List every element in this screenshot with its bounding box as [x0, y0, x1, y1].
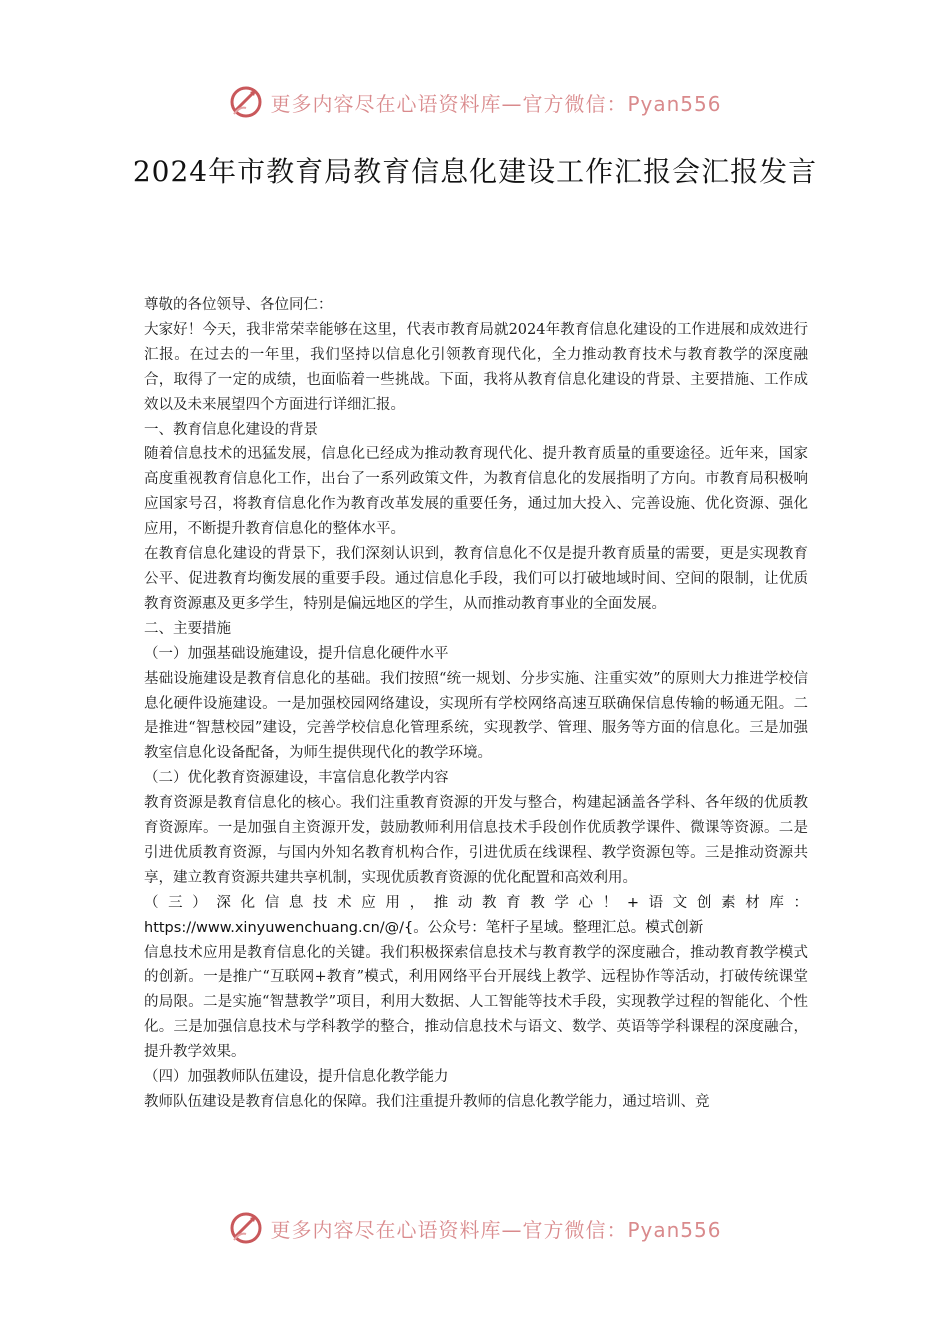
body-paragraph: 教师队伍建设是教育信息化的保障。我们注重提升教师的信息化教学能力，通过培训、竞 — [144, 1094, 710, 1110]
salutation: 尊敬的各位领导、各位同仁： — [144, 297, 333, 313]
pen-swirl-logo-icon — [228, 84, 264, 120]
footer-banner — [0, 1208, 950, 1248]
section-heading: 一、教育信息化建设的背景 — [144, 421, 318, 438]
subsection-heading: （一）加强基础设施建设，提升信息化硬件水平 — [144, 645, 449, 662]
intro-paragraph: 大家好！今天，我非常荣幸能够在这里，代表市教育局就2024年教育信息化建设的工作进展和成效进行汇报。在过去的一年里，我们坚持以信息化引领教育现代化，全力推动教育技术与教育教学的深度融合，取得了一定的成绩，也面临着一些挑战。下面，我将从教育信息化建设的背景、主要措施、工作成效以及未来展望四个方面进行详细汇报。 — [144, 321, 808, 413]
document-body — [144, 293, 808, 1115]
subsection-heading-with-ad: （三）深化信息技术应用，推动教育教学心！+语文创素材库：https://www.xinyuwenchuang.cn/@/{。公众号：笔杆子星域。整理汇总。模式创新 — [144, 894, 808, 936]
subsection-heading: （四）加强教师队伍建设，提升信息化教学能力 — [144, 1069, 449, 1086]
footer-banner-text: 更多内容尽在心语资料库—官方微信：Pyan556 — [270, 1217, 722, 1242]
pen-swirl-logo-icon — [228, 1210, 264, 1246]
body-paragraph: 教育资源是教育信息化的核心。我们注重教育资源的开发与整合，构建起涵盖各学科、各年级的优质教育资源库。一是加强自主资源开发，鼓励教师利用信息技术手段创作优质教学课件、微课等资源。二是引进优质教育资源，与国内外知名教育机构合作，引进优质在线课程、教学资源包等。三是推动资源共享，建立教育资源共建共享机制，实现优质教育资源的优化配置和高效利用。 — [144, 795, 808, 886]
header-banner-text: 更多内容尽在心语资料库—官方微信：Pyan556 — [270, 91, 722, 116]
body-paragraph: 信息技术应用是教育信息化的关键。我们积极探索信息技术与教育教学的深度融合，推动教育教学模式的创新。一是推广“互联网+教育”模式，利用网络平台开展线上教学、远程协作等活动，打破传统课堂的局限。二是实施“智慧教学”项目，利用大数据、人工智能等技术手段，实现教学过程的智能化、个性化。三是加强信息技术与学科教学的整合，推动信息技术与语文、数学、英语等学科课程的深度融合，提升教学效果。 — [144, 944, 808, 1061]
section-heading: 二、主要措施 — [144, 620, 231, 637]
body-paragraph: 在教育信息化建设的背景下，我们深刻认识到，教育信息化不仅是提升教育质量的需要，更是实现教育公平、促进教育均衡发展的重要手段。通过信息化手段，我们可以打破地域时间、空间的限制，让优质教育资源惠及更多学生，特别是偏远地区的学生，从而推动教育事业的全面发展。 — [144, 546, 808, 612]
document-title: 2024年市教育局教育信息化建设工作汇报会汇报发言 — [132, 155, 818, 188]
body-paragraph: 基础设施建设是教育信息化的基础。我们按照“统一规划、分步实施、注重实效”的原则大力推进学校信息化硬件设施建设。一是加强校园网络建设，实现所有学校网络高速互联确保信息传输的畅通无阻。二是推进“智慧校园”建设，完善学校信息化管理系统，实现教学、管理、服务等方面的信息化。三是加强教室信息化设备配备，为师生提供现代化的教学环境。 — [144, 670, 808, 762]
header-banner — [0, 82, 950, 122]
body-paragraph: 随着信息技术的迅猛发展，信息化已经成为推动教育现代化、提升教育质量的重要途径。近年来，国家高度重视教育信息化工作，出台了一系列政策文件，为教育信息化的发展指明了方向。市教育局积极响应国家号召，将教育信息化作为教育改革发展的重要任务，通过加大投入、完善设施、优化资源、强化应用，不断提升教育信息化的整体水平。 — [144, 446, 808, 538]
subsection-heading: （二）优化教育资源建设，丰富信息化教学内容 — [144, 770, 449, 787]
